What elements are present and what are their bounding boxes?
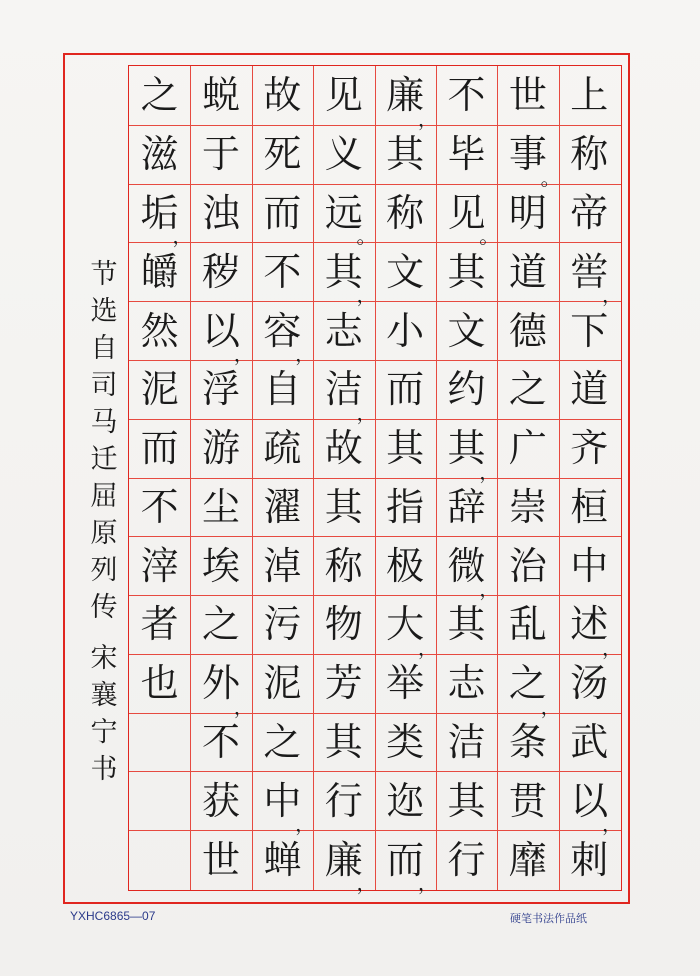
calligraphy-character: 廉: [324, 837, 363, 882]
calligraphy-character: 辞: [447, 484, 486, 529]
calligraphy-character: 之: [263, 720, 302, 765]
punctuation-mark: ，: [417, 635, 438, 660]
calligraphy-character: 滓: [140, 543, 179, 588]
calligraphy-character: 濯: [263, 484, 302, 529]
calligraphy-character: 道: [508, 249, 547, 294]
calligraphy-character: 尘: [202, 484, 241, 529]
punctuation-mark: 。: [540, 165, 561, 190]
calligraphy-character: 其: [447, 778, 486, 823]
punctuation-mark: 。: [479, 224, 500, 249]
calligraphy-character: 微: [447, 543, 486, 588]
calligraphy-character: 疏: [263, 426, 302, 471]
calligraphy-character: 其: [324, 720, 363, 765]
calligraphy-character: 中: [263, 778, 302, 823]
calligraphy-character: 其: [386, 426, 425, 471]
punctuation-mark: ，: [479, 577, 500, 602]
calligraphy-character: 义: [324, 132, 363, 177]
paper-code: YXHC6865—07: [70, 909, 156, 923]
calligraphy-character: 崇: [508, 484, 547, 529]
punctuation-mark: ，: [233, 341, 254, 366]
calligraphy-character: 泥: [140, 367, 179, 412]
calligraphy-character: 秽: [202, 249, 241, 294]
calligraphy-character: 小: [386, 308, 425, 353]
calligraphy-character: 称: [386, 190, 425, 235]
calligraphy-character: 上: [570, 73, 609, 118]
calligraphy-character: 而: [140, 426, 179, 471]
calligraphy-character: 之: [202, 602, 241, 647]
calligraphy-character: 其: [386, 132, 425, 177]
calligraphy-character: 不: [202, 720, 241, 765]
calligraphy-character: 故: [263, 73, 302, 118]
punctuation-mark: ，: [602, 283, 622, 308]
calligraphy-character: 齐: [570, 426, 609, 471]
calligraphy-character: 也: [140, 661, 179, 706]
calligraphy-character: 然: [140, 308, 179, 353]
calligraphy-character: 文: [386, 249, 425, 294]
calligraphy-character: 芳: [324, 661, 363, 706]
calligraphy-character: 约: [447, 367, 486, 412]
punctuation-mark: ，: [356, 283, 377, 308]
calligraphy-character: 廉: [386, 73, 425, 118]
calligraphy-character: 毕: [447, 132, 486, 177]
calligraphy-character: 中: [570, 543, 609, 588]
calligraphy-character: 条: [508, 720, 547, 765]
calligraphy-character: 洁: [447, 720, 486, 765]
calligraphy-character: 见: [324, 73, 363, 118]
calligraphy-character: 浊: [202, 190, 241, 235]
punctuation-mark: ，: [295, 812, 316, 837]
calligraphy-character: 泥: [263, 661, 302, 706]
calligraphy-character: 之: [508, 661, 547, 706]
calligraphy-character: 广: [508, 426, 547, 471]
source-text: 节 选 自 司 马 迁 屈 原 列 传: [90, 259, 118, 623]
calligraphy-character: 桓: [570, 484, 609, 529]
calligraphy-character: 事: [508, 132, 547, 177]
calligraphy-character: 埃: [202, 543, 241, 588]
calligraphy-character: 称: [570, 132, 609, 177]
calligraphy-character: 世: [508, 73, 547, 118]
calligraphy-character: 外: [202, 661, 241, 706]
calligraphy-character: 汤: [570, 661, 609, 706]
punctuation-mark: ，: [602, 812, 622, 837]
punctuation-mark: ，: [417, 871, 438, 895]
author-text: 宋 襄 宁 书: [90, 643, 118, 785]
calligraphy-character: 武: [570, 720, 609, 765]
calligraphy-character: 物: [324, 602, 363, 647]
calligraphy-character: 明: [508, 190, 547, 235]
calligraphy-character: 文: [447, 308, 486, 353]
punctuation-mark: ，: [356, 400, 377, 425]
calligraphy-character: 行: [447, 837, 486, 882]
punctuation-mark: ，: [172, 224, 193, 249]
calligraphy-character: 洁: [324, 367, 363, 412]
punctuation-mark: ，: [356, 871, 377, 895]
paper-brand: 硬笔书法作品纸: [510, 912, 587, 925]
calligraphy-character: 喾: [570, 249, 609, 294]
calligraphy-character: 迩: [386, 778, 425, 823]
calligraphy-character: 称: [324, 543, 363, 588]
calligraphy-character: 获: [202, 778, 241, 823]
calligraphy-character: 垢: [140, 190, 179, 235]
calligraphy-character: 以: [570, 778, 609, 823]
calligraphy-character: 世: [202, 837, 241, 882]
punctuation-mark: ，: [417, 106, 438, 131]
calligraphy-character: 不: [140, 484, 179, 529]
calligraphy-character: 游: [202, 426, 241, 471]
calligraphy-character: 而: [263, 190, 302, 235]
calligraphy-character: 大: [386, 602, 425, 647]
calligraphy-character: 乱: [508, 602, 547, 647]
calligraphy-character: 其: [447, 249, 486, 294]
calligraphy-character: 死: [263, 132, 302, 177]
writing-grid: [128, 65, 622, 895]
calligraphy-character: 皭: [140, 249, 179, 294]
calligraphy-character: 者: [140, 602, 179, 647]
calligraphy-character: 滋: [140, 132, 179, 177]
calligraphy-character: 志: [324, 308, 363, 353]
calligraphy-character: 见: [447, 190, 486, 235]
calligraphy-character: 远: [324, 190, 363, 235]
calligraphy-character: 举: [386, 661, 425, 706]
punctuation-mark: 。: [356, 224, 377, 249]
punctuation-mark: ，: [295, 341, 316, 366]
calligraphy-character: 德: [508, 308, 547, 353]
calligraphy-character: 刺: [570, 837, 609, 882]
calligraphy-character: 道: [570, 367, 609, 412]
calligraphy-character: 不: [447, 73, 486, 118]
calligraphy-character: 其: [324, 484, 363, 529]
calligraphy-character: 其: [324, 249, 363, 294]
calligraphy-character: 浮: [202, 367, 241, 412]
calligraphy-character: 帝: [570, 190, 609, 235]
calligraphy-character: 而: [386, 837, 425, 882]
calligraphy-character: 蝉: [263, 837, 302, 882]
calligraphy-character: 述: [570, 602, 609, 647]
punctuation-mark: ，: [233, 694, 254, 719]
calligraphy-character: 故: [324, 426, 363, 471]
calligraphy-character: 之: [140, 73, 179, 118]
calligraphy-character: 志: [447, 661, 486, 706]
calligraphy-character: 其: [447, 426, 486, 471]
calligraphy-character: 污: [263, 602, 302, 647]
calligraphy-character: 极: [386, 543, 425, 588]
calligraphy-character: 容: [263, 308, 302, 353]
punctuation-mark: ，: [479, 459, 500, 484]
calligraphy-character: 自: [263, 367, 302, 412]
calligraphy-character: 不: [263, 249, 302, 294]
calligraphy-character: 于: [202, 132, 241, 177]
calligraphy-character: 其: [447, 602, 486, 647]
calligraphy-character: 类: [386, 720, 425, 765]
calligraphy-character: 下: [570, 308, 609, 353]
calligraphy-character: 靡: [508, 837, 547, 882]
calligraphy-character: 以: [202, 308, 241, 353]
calligraphy-character: 淖: [263, 543, 302, 588]
punctuation-mark: ，: [602, 635, 622, 660]
signature-column: [84, 256, 124, 788]
calligraphy-character: 治: [508, 543, 547, 588]
calligraphy-character: 之: [508, 367, 547, 412]
calligraphy-character: 贯: [508, 778, 547, 823]
calligraphy-character: 行: [324, 778, 363, 823]
calligraphy-character: 指: [386, 484, 425, 529]
calligraphy-character: 蜕: [202, 73, 241, 118]
punctuation-mark: ，: [540, 694, 561, 719]
calligraphy-character: 而: [386, 367, 425, 412]
